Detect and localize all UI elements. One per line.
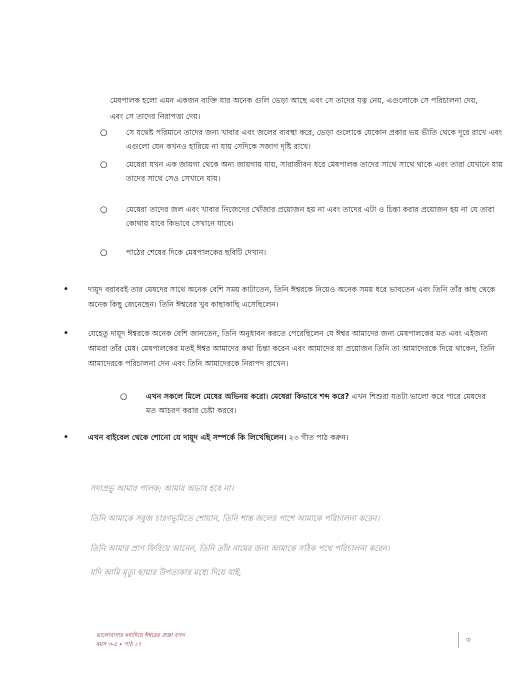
list-item-text: পাঠের শেষের দিকে মেষপালকের ছবিটি দেখান। [126, 248, 267, 257]
bible-instruction-text: ২৩ গীত পাঠ করুন। [286, 433, 349, 442]
bible-instruction-bold: এখন বাইবেল থেকে শোনো যে দায়ূদ এই সম্পর্কে কি লিখেছিলেন। [88, 433, 287, 442]
verse-line: যদি আমি মৃত্যু ছায়ার উপত্যকার মধ্যে দিয়ে যাই, [90, 568, 242, 577]
intro-paragraph: মেষপালক হলো এমন একজন ব্যক্তি যার অনেক গুলি ভেড়া আছে এবং সে তাদের যত্ন নেয়, এগুলোকে সে পরিচালনা দেয়, এবং সে তাদের নিরাপত্তা দেয়। [110, 96, 478, 121]
verse-line: সদাপ্রভু আমার পালক; আমার অভাব হবে না। [90, 484, 234, 493]
bullet-icon: • [63, 432, 69, 443]
page-number: ৩ [466, 636, 471, 644]
circle-bullet-icon: ○ [100, 205, 108, 215]
circle-bullet-icon: ○ [100, 128, 108, 138]
verse-line: তিনি আমার প্রাণ ফিরিয়ে আনেন, তিনি তাঁর নামের জন্য আমাকে সঠিক পথে পরিচালনা করেন। [90, 544, 390, 553]
list-item [100, 203, 506, 231]
activity-bold-text: এখন সকলে মিলে মেষের অভিনয় করো। মেষেরা কিভাবে শব্দ করে? [146, 392, 350, 401]
footer-age: বয়স ৩-৫ [96, 642, 118, 648]
footer-lesson: পাঠ ১৭ [124, 642, 142, 648]
list-item [100, 246, 506, 260]
list-item-text: মেষেরা তাদের জল এবং খাবার নিজেদের খোঁজার প্রয়োজন হয় না এবং তাদের এটা ও চিন্তা করার প্রয়োজন হয় না যে তারা কোথায় যাবে কিভাবে সেখানে যাবে। [126, 205, 495, 228]
verse-line: তিনি আমাকে সবুজ চারণভূমিতে শোয়ান, তিনি শান্ত জলের পাশে আমাকে পরিচালনা করেন। [90, 514, 380, 523]
bullet-icon: • [63, 284, 69, 295]
activity-text: এখন শিশুরা যতটা ভালো করে পারে মেষদের মত আচরণ করার চেষ্টা করবে। [146, 392, 486, 415]
list-item [100, 158, 506, 186]
circle-bullet-icon: ○ [100, 160, 108, 170]
footer-divider [458, 632, 459, 648]
list-item-text [88, 431, 508, 445]
list-item-text: যেহেতু দায়ূদ ঈশ্বরকে অনেক বেশি জানতেন, তিনি অনুধাবন করতে পেরেছিলেন যে ঈশ্বর আমাদের জন্য মেষপালকের মত এবং এইজন্য আমরা তাঁর মেষ। মেষপালকের মতই ঈশ্বর আমাদের কথা চিন্তা করেন এবং আমাদের যা প্রয়োজন তিনি তা আমাদেরকে দিয়ে থাকেন, তিনি আমাদেরকে পরিচালনা দেন এবং তিনি আমাদেরকে নিরাপদ রাখেন। [88, 329, 495, 368]
list-item [63, 326, 508, 371]
list-item-text: সে যথেষ্ট পরিমানে তাদের জন্য খাবার এবং জলের ব্যবস্থা করে, ভেড়া গুলোকে যেকোন প্রকার ভয় ভীতি থেকে দূরে রাখে এবং এগুলো যেন কখনও হারিয়ে না যায় সেদিকে সজাগ দৃষ্টি রাখে। [126, 128, 502, 151]
footer-age-lesson [96, 641, 185, 650]
footer-separator: • [118, 642, 123, 648]
list-item-text: দায়ূদ বরাবরই তার মেষদের সাথে অনেক বেশি সময় কাটাতেন, তিনি ঈশ্বরকে নিয়েও অনেক সময় ধরে ভাবতেন এবং তিনি তাঁর কাছ থেকে অনেক কিছু জেনেছেন। তিনি ঈশ্বরের খুব কাছাকাছি এসেছিলেন। [88, 285, 496, 309]
circle-bullet-icon: ○ [100, 248, 108, 258]
list-item [63, 431, 508, 445]
footer-info [96, 632, 185, 650]
list-item [100, 126, 506, 154]
list-item-text [146, 390, 486, 418]
circle-bullet-icon: ○ [120, 392, 128, 402]
list-item [63, 282, 508, 312]
list-item [120, 390, 486, 418]
footer-title: ভালোবাসার মধ্যদিয়ে ঈশ্বরের প্রজ্ঞা বপন [96, 633, 185, 639]
list-item-text: মেষেরা যখন এক জায়গা থেকে অন্য জায়গায় যায়, সারাজীবন ধরে মেষপালক তাদের সাথে সাথে থাকে এবং তারা যেখানে যায় তাদের সাথে সেও সেখানে যায়। [126, 160, 503, 183]
bullet-icon: • [63, 328, 69, 339]
